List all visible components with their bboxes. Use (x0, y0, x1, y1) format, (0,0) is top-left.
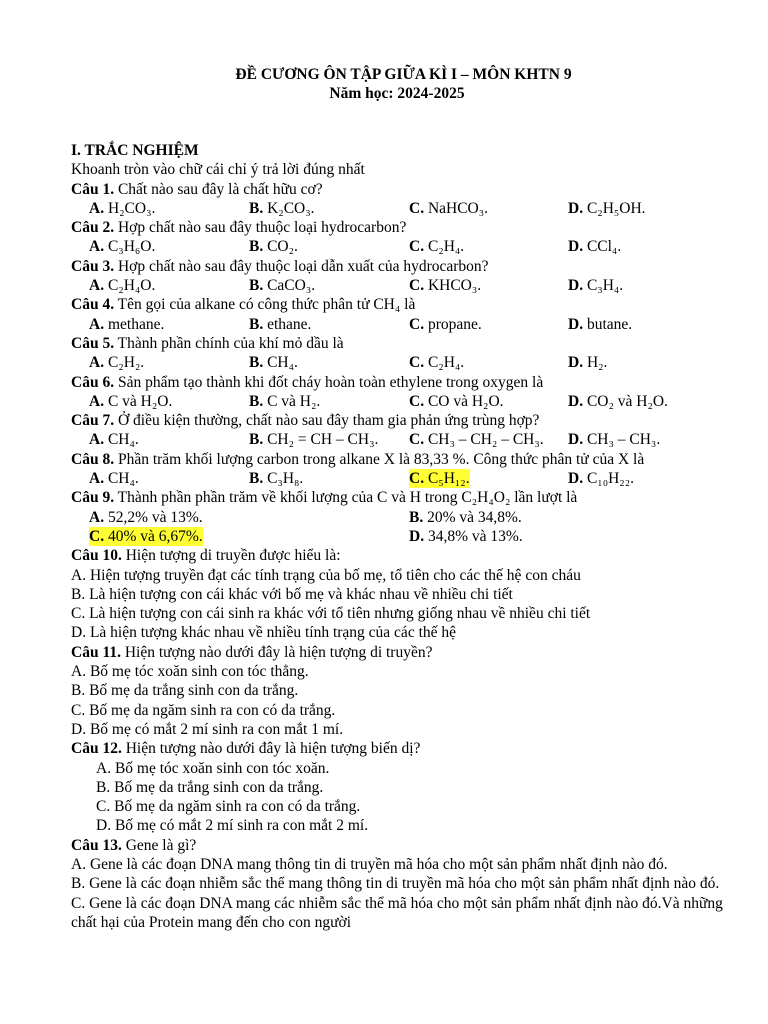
option-c[interactable]: C. propane. (409, 315, 482, 333)
question-13: Câu 13. Gene là gì? (71, 836, 197, 854)
options-q8 (71, 469, 723, 488)
option-b[interactable]: B. CH₂ = CH – CH₃. (249, 431, 379, 449)
option-c[interactable]: C. Là hiện tượng con cái sinh ra khác với tổ tiên nhưng giống nhau về nhiều chi tiết (71, 605, 591, 623)
question-4: Câu 4. Tên gọi của alkane có công thức phân tử CH₄ là (71, 296, 416, 314)
document-page (71, 65, 723, 932)
option-a[interactable]: A. methane. (89, 315, 165, 333)
option-b[interactable]: B. Bố mẹ da trắng sinh con da trắng. (71, 682, 299, 700)
options-q4 (71, 315, 723, 334)
option-d[interactable]: D. CCl₄. (568, 238, 622, 256)
question-11: Câu 11. Hiện tượng nào dưới đây là hiện tượng di truyền? (71, 643, 433, 661)
options-q6 (71, 392, 723, 411)
question-8: Câu 8. Phần trăm khối lượng carbon trong alkane X là 83,33 %. Công thức phân tử của X là (71, 450, 645, 468)
option-b[interactable]: B. ethane. (249, 315, 312, 333)
section-heading: I. TRẮC NGHIỆM (71, 142, 199, 159)
question-7: Câu 7. Ở điều kiện thường, chất nào sau đây tham gia phản ứng trùng hợp? (71, 412, 540, 430)
option-d[interactable]: D. 34,8% và 13%. (409, 527, 523, 545)
option-b[interactable]: B. K₂CO₃. (249, 199, 315, 217)
option-a[interactable]: A. CH₄. (89, 470, 139, 488)
option-c[interactable]: C. CH₃ – CH₂ – CH₃. (409, 431, 544, 449)
option-a[interactable]: A. H₂CO₃. (89, 199, 156, 217)
option-b[interactable]: B. C và H₂. (249, 392, 321, 410)
option-d[interactable]: D. C₁₀H₂₂. (568, 470, 634, 488)
option-b[interactable]: B. 20% và 34,8%. (409, 508, 522, 526)
option-b[interactable]: B. CH₄. (249, 354, 298, 372)
options-q9-row2 (71, 527, 723, 546)
option-a[interactable]: A. C và H₂O. (89, 392, 173, 410)
school-year: Năm học: 2024-2025 (329, 85, 465, 102)
option-c[interactable]: C. Gene là các đoạn DNA mang các nhiễm sắc thể mã hóa cho một sản phẩm nhất định nào đó.Và những chất hại của Protein mang đến cho con người (71, 894, 723, 931)
option-c[interactable]: C. NaHCO₃. (409, 199, 489, 217)
option-c[interactable]: C. Bố mẹ da ngăm sinh ra con có da trắng. (96, 798, 361, 816)
option-a[interactable]: A. Bố mẹ tóc xoăn sinh con tóc thẳng. (71, 663, 309, 681)
instruction: Khoanh tròn vào chữ cái chỉ ý trả lời đúng nhất (71, 161, 365, 179)
option-d[interactable]: D. Là hiện tượng khác nhau về nhiều tính trạng của các thế hệ (71, 624, 457, 642)
option-d[interactable]: D. C₃H₄. (568, 277, 624, 295)
question-2: Câu 2. Hợp chất nào sau đây thuộc loại hydrocarbon? (71, 219, 407, 237)
question-1: Câu 1. Chất nào sau đây là chất hữu cơ? (71, 180, 323, 198)
option-a[interactable]: A. Hiện tượng truyền đạt các tính trạng của bố mẹ, tổ tiên cho các thế hệ con cháu (71, 566, 581, 584)
option-d[interactable]: D. H₂. (568, 354, 608, 372)
options-q1 (71, 199, 723, 218)
options-q3 (71, 276, 723, 295)
option-a[interactable]: A. C₃H₆O. (89, 238, 156, 256)
option-c[interactable]: C. C₂H₄. (409, 238, 465, 256)
option-c[interactable]: C. C₂H₄. (409, 354, 465, 372)
option-a[interactable]: A. C₂H₂. (89, 354, 145, 372)
option-b[interactable]: B. CaCO₃. (249, 277, 316, 295)
question-6: Câu 6. Sản phẩm tạo thành khi đốt cháy hoàn toàn ethylene trong oxygen là (71, 373, 544, 391)
question-12: Câu 12. Hiện tượng nào dưới đây là hiện tượng biến dị? (71, 740, 421, 758)
option-a[interactable]: A. Gene là các đoạn DNA mang thông tin di truyền mã hóa cho một sản phẩm nhất định nào đó. (71, 855, 668, 873)
options-q7 (71, 430, 723, 449)
option-b[interactable]: B. CO₂. (249, 238, 298, 256)
option-c[interactable]: C. KHCO₃. (409, 277, 482, 295)
option-d[interactable]: D. Bố mẹ có mắt 2 mí sinh ra con mắt 2 mí. (96, 817, 369, 835)
option-d[interactable]: D. Bố mẹ có mắt 2 mí sinh ra con mắt 1 mí. (71, 720, 344, 738)
question-5: Câu 5. Thành phần chính của khí mỏ dầu là (71, 334, 344, 352)
option-b[interactable]: B. Gene là các đoạn nhiễm sắc thể mang thông tin di truyền mã hóa cho một sản phẩm nhất định nào đó. (71, 875, 720, 893)
option-d[interactable]: D. CH₃ – CH₃. (568, 431, 661, 449)
option-d[interactable]: D. C₂H₅OH. (568, 199, 646, 217)
option-a[interactable]: A. C₂H₄O. (89, 277, 156, 295)
option-d[interactable]: D. butane. (568, 315, 633, 333)
options-q2 (71, 237, 723, 256)
option-c-highlighted[interactable]: C. 40% và 6,67%. (89, 527, 203, 545)
question-9: Câu 9. Thành phần phần trăm về khối lượng của C và H trong C₂H₄O₂ lần lượt là (71, 489, 578, 507)
options-q5 (71, 353, 723, 372)
option-c[interactable]: C. CO và H₂O. (409, 392, 504, 410)
option-a[interactable]: A. Bố mẹ tóc xoăn sinh con tóc xoăn. (96, 759, 330, 777)
option-c[interactable]: C. Bố mẹ da ngăm sinh ra con có da trắng. (71, 701, 336, 719)
option-a[interactable]: A. CH₄. (89, 431, 139, 449)
option-b[interactable]: B. C₃H₈. (249, 470, 304, 488)
option-b[interactable]: B. Là hiện tượng con cái khác với bố mẹ và khác nhau về nhiều chi tiết (71, 585, 513, 603)
doc-title: ĐỀ CƯƠNG ÔN TẬP GIỮA KÌ I – MÔN KHTN 9 (235, 66, 572, 83)
option-b[interactable]: B. Bố mẹ da trắng sinh con da trắng. (96, 778, 324, 796)
question-10: Câu 10. Hiện tượng di truyền được hiểu là: (71, 547, 341, 565)
option-a[interactable]: A. 52,2% và 13%. (89, 508, 203, 526)
option-c-highlighted[interactable]: C. C₅H₁₂. (409, 470, 470, 488)
options-q9-row1 (71, 508, 723, 527)
option-d[interactable]: D. CO₂ và H₂O. (568, 392, 668, 410)
question-3: Câu 3. Hợp chất nào sau đây thuộc loại dẫn xuất của hydrocarbon? (71, 257, 489, 275)
